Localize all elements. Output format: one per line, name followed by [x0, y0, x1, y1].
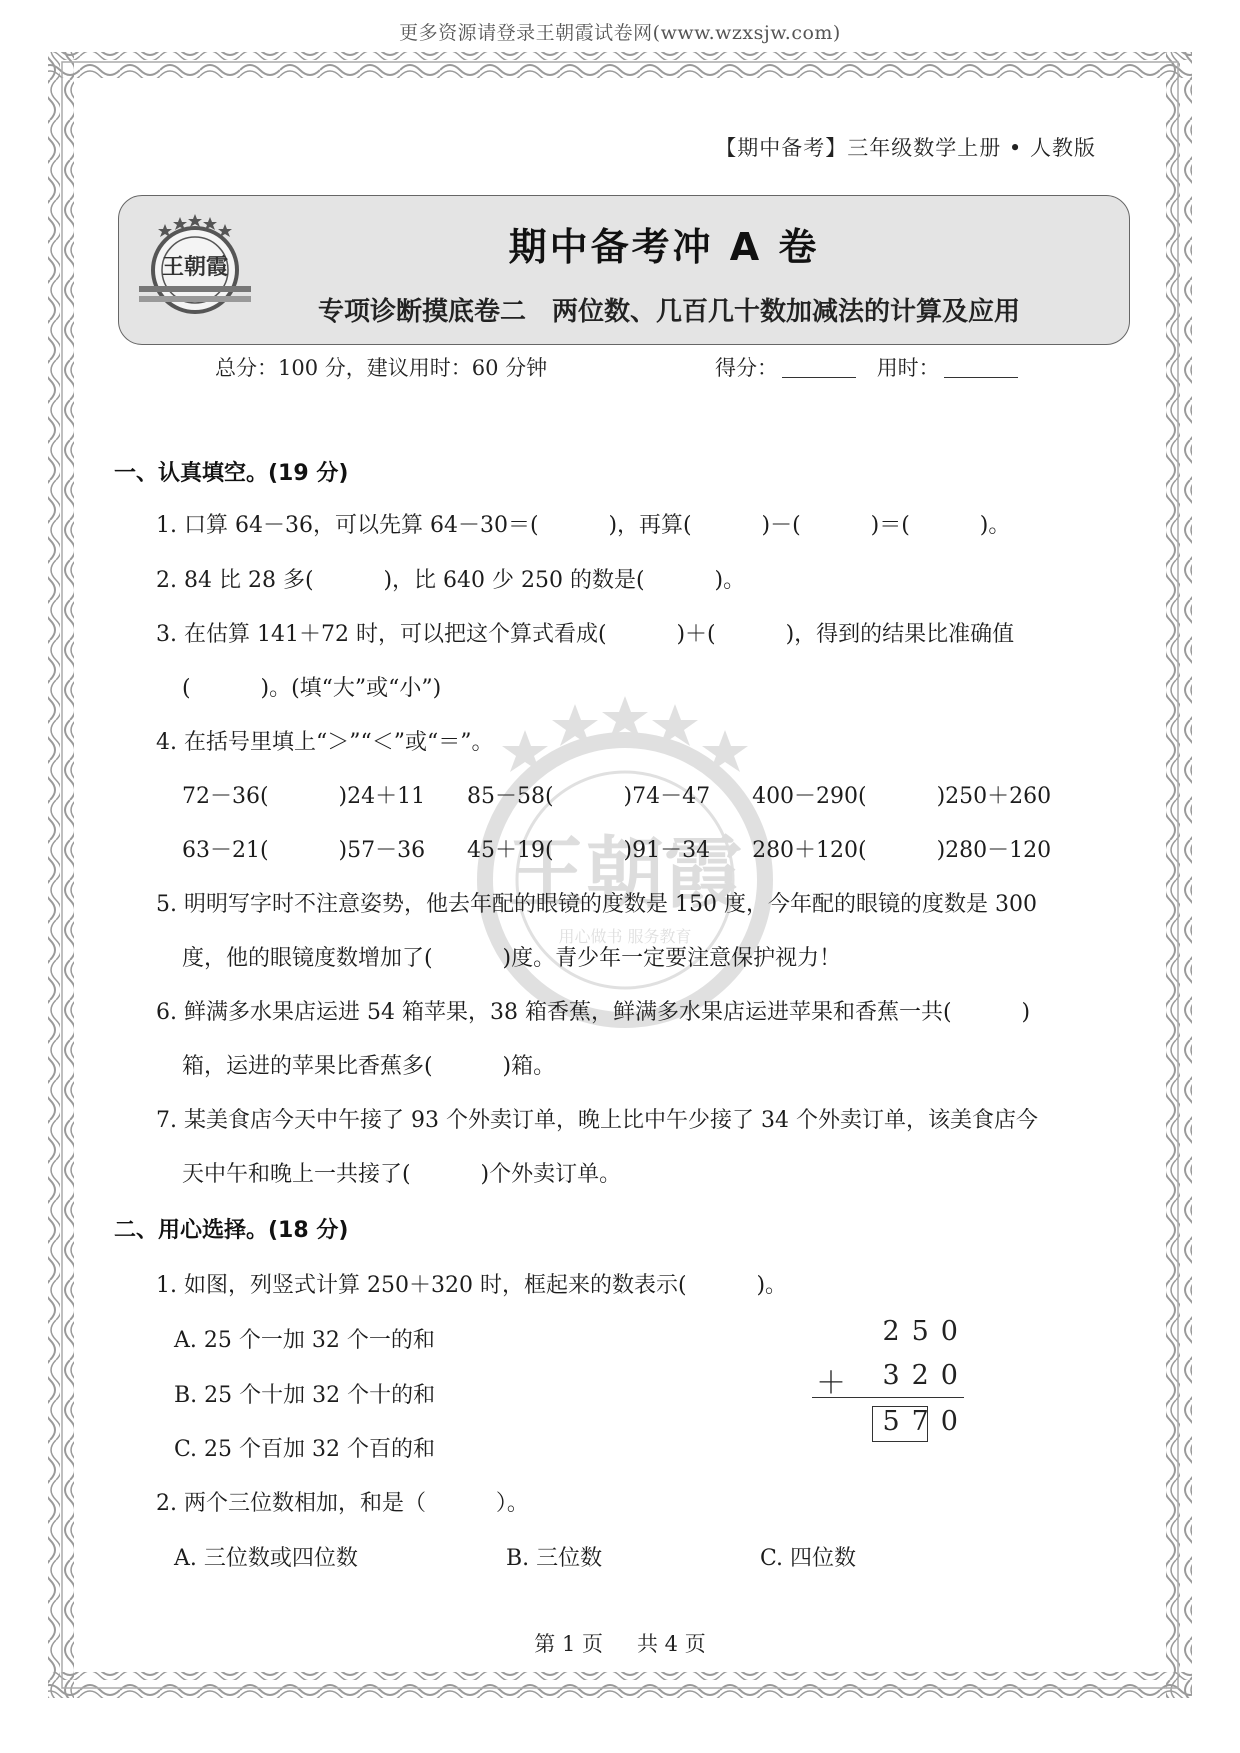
q2-2-option-c[interactable]: C. 四位数	[760, 1546, 857, 1571]
page-number: 第 1 页	[534, 1632, 603, 1656]
q1-5: 5. 明明写字时不注意姿势，他去年配的眼镜的度数是 150 度，今年配的眼镜的度数是 300	[156, 892, 1037, 917]
q2-1: 1. 如图，列竖式计算 250＋320 时，框起来的数表示( )。	[156, 1273, 788, 1298]
plus-sign: ＋	[816, 1366, 846, 1401]
q2-2-option-b[interactable]: B. 三位数	[506, 1546, 603, 1571]
q1-4: 4. 在括号里填上“＞”“＜”或“＝”。	[156, 730, 494, 755]
score-label: 得分：	[715, 356, 778, 380]
time-blank[interactable]	[944, 358, 1018, 378]
header-note: 更多资源请登录王朝霞试卷网(www.wzxsjw.com)	[399, 22, 841, 44]
page-title: 期中备考冲 A 卷	[508, 225, 820, 269]
q2-2-option-a[interactable]: A. 三位数或四位数	[174, 1546, 358, 1571]
series-label: 【期中备考】三年级数学上册 • 人教版	[715, 136, 1096, 160]
title-banner	[118, 195, 1130, 345]
addend-2: 320	[882, 1360, 970, 1391]
q1-1: 1. 口算 64－36，可以先算 64－30＝( )，再算( )－( )＝( )。	[156, 513, 1011, 538]
page-footer	[0, 1628, 1240, 1658]
vertical-addition	[812, 1312, 970, 1442]
section-1-heading: 一、认真填空。(19 分)	[114, 461, 349, 486]
score-blank[interactable]	[782, 358, 856, 378]
page-subtitle	[119, 291, 1129, 328]
subtitle-part-1: 专项诊断摸底卷二	[317, 297, 526, 327]
q2-1-option-c[interactable]: C. 25 个百加 32 个百的和	[174, 1437, 436, 1462]
page-total: 共 4 页	[637, 1632, 706, 1656]
q1-6-cont: 箱，运进的苹果比香蕉多( )箱。	[182, 1054, 556, 1079]
q1-3: 3. 在估算 141＋72 时，可以把这个算式看成( )＋( )，得到的结果比准确值	[156, 622, 1015, 647]
q2-1-option-b[interactable]: B. 25 个十加 32 个十的和	[174, 1383, 436, 1408]
section-2-heading: 二、用心选择。(18 分)	[114, 1218, 349, 1243]
addend-1: 250	[882, 1316, 970, 1347]
q1-4-row-1: 72－36( )24＋11 85－58( )74－47 400－290( )250＋260	[182, 784, 1052, 809]
q2-1-option-a[interactable]: A. 25 个一加 32 个一的和	[174, 1328, 435, 1353]
q1-7: 7. 某美食店今天中午接了 93 个外卖订单，晚上比中午少接了 34 个外卖订单，该美食店今	[156, 1108, 1038, 1133]
q1-3-cont: ( )。(填“大”或“小”)	[182, 676, 442, 701]
q1-5-cont: 度，他的眼镜度数增加了( )度。青少年一定要注意保护视力！	[182, 946, 842, 971]
q1-6: 6. 鲜满多水果店运进 54 箱苹果，38 箱香蕉，鲜满多水果店运进苹果和香蕉一共( )	[156, 1000, 1031, 1025]
watermark-text: 王朝霞	[507, 828, 743, 919]
watermark-slogan: 用心做书 服务教育	[558, 927, 692, 946]
logo-text: 王朝霞	[161, 254, 229, 280]
subtitle-part-2: 两位数、几百几十数加减法的计算及应用	[552, 297, 1021, 327]
q1-4-row-2: 63－21( )57－36 45＋19( )91－34 280＋120( )280－120	[182, 838, 1052, 863]
q2-2: 2. 两个三位数相加，和是（ ）。	[156, 1491, 529, 1516]
total-score-info: 总分：100 分，建议用时：60 分钟	[215, 356, 548, 380]
sum-rule	[812, 1397, 964, 1398]
q1-7-cont: 天中午和晚上一共接了( )个外卖订单。	[182, 1162, 622, 1187]
score-time-fields	[715, 352, 1026, 382]
sum-result: 570	[882, 1406, 970, 1437]
q1-2: 2. 84 比 28 多( )，比 640 少 250 的数是( )。	[156, 568, 746, 593]
time-label: 用时：	[876, 356, 940, 380]
